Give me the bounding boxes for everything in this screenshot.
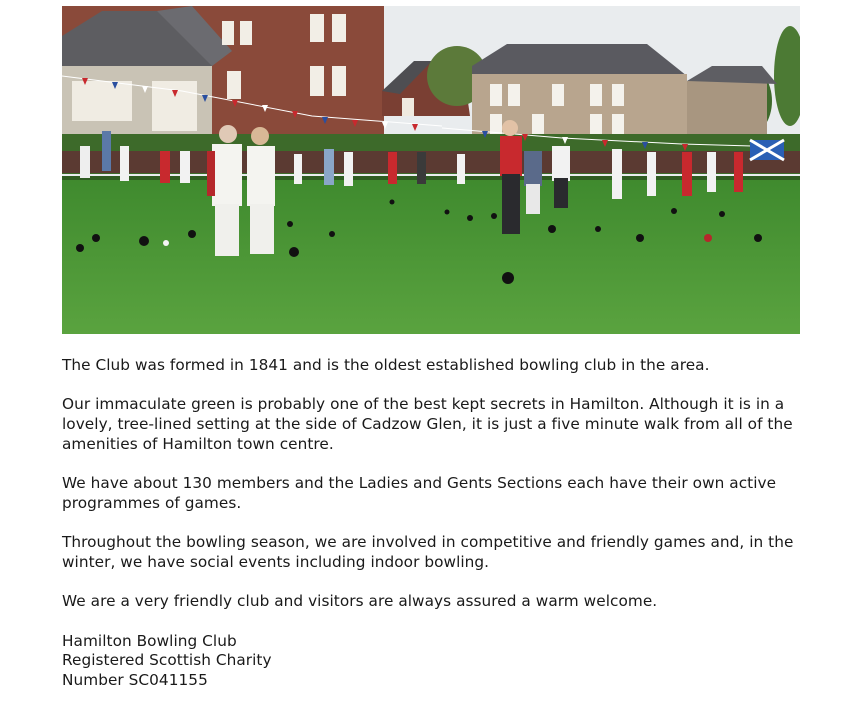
welcome-paragraph: We are a very friendly club and visitors are always assured a warm welcome.: [62, 592, 658, 611]
history-paragraph: The Club was formed in 1841 and is the oldest established bowling club in the area.: [62, 356, 710, 374]
season-paragraph: Throughout the bowling season, we are involved in competitive and friendly games and, in the winter, we have social events including indoor bowling.: [62, 533, 794, 571]
bowling-green-illustration: [62, 6, 800, 334]
members-paragraph: We have about 130 members and the Ladies and Gents Sections each have their own active programmes of games.: [62, 474, 777, 512]
saltire-flag: [750, 140, 784, 160]
signature-charity: Registered Scottish Charity: [62, 651, 272, 670]
green-paragraph: Our immaculate green is probably one of the best kept secrets in Hamilton. Although it is in a lovely, tree-lined setting at the side of Cadzow Glen, it is just a five minute walk from all of the amenities of Hamilton town centre.: [62, 395, 793, 453]
signature-charity-number: Number SC041155: [62, 671, 208, 690]
signature-club-name: Hamilton Bowling Club: [62, 631, 237, 650]
club-green-photo: [62, 6, 800, 334]
bowling-green: [62, 178, 800, 334]
club-description: [62, 356, 812, 691]
